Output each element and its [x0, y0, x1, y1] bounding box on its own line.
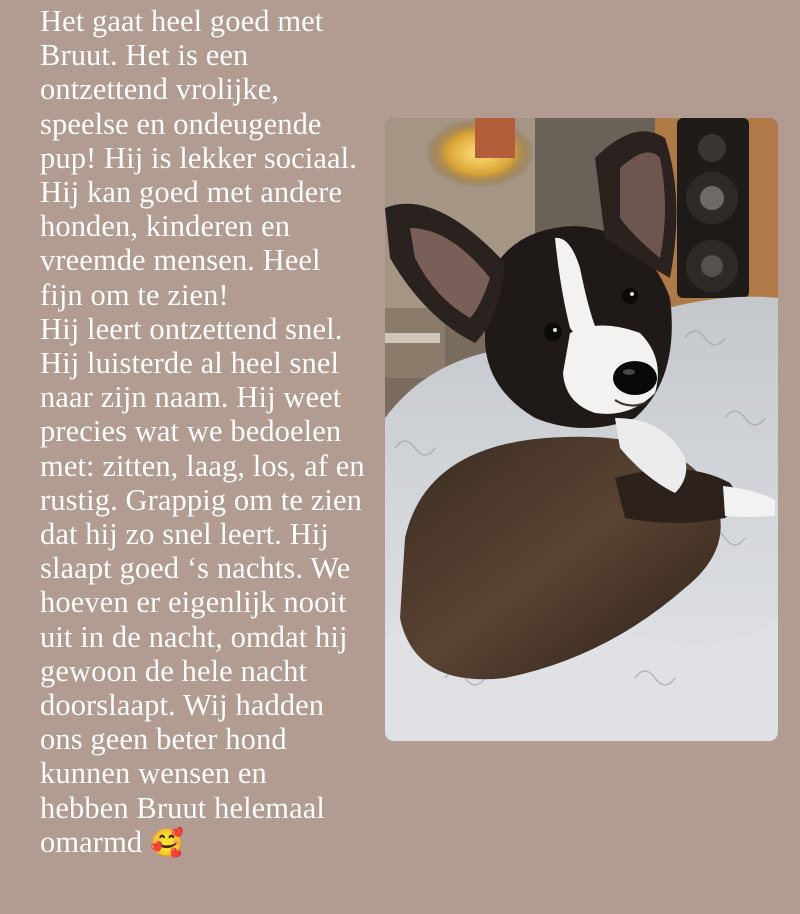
story-line-last [40, 825, 400, 860]
story-line: hoeven er eigenlijk nooit [40, 585, 347, 620]
story-line: Bruut. Het is een [40, 38, 249, 73]
story-line: doorslaapt. Wij hadden [40, 688, 325, 723]
story-line: met: zitten, laag, los, af en [40, 448, 365, 483]
story-line: Hij luisterde al heel snel [40, 346, 340, 381]
story-last-word: omarmd [40, 824, 143, 859]
story-line: naar zijn naam. Hij weet [40, 380, 342, 415]
story-line: kunnen wensen en [40, 756, 267, 791]
puppy-photo[interactable] [385, 118, 778, 741]
story-line: slaapt goed ‘s nachts. We [40, 551, 351, 586]
story-text [40, 4, 400, 860]
story-line: vreemde mensen. Heel [40, 243, 321, 278]
story-line: ons geen beter hond [40, 722, 287, 757]
story-line: hebben Bruut helemaal [40, 790, 325, 825]
story-line: speelse en ondeugende [40, 106, 322, 141]
story-line: Hij leert ontzettend snel. [40, 311, 343, 346]
story-line: dat hij zo snel leert. Hij [40, 517, 329, 552]
story-line: gewoon de hele nacht [40, 653, 308, 688]
smiling-face-with-hearts-icon: 🥰 [149, 827, 184, 858]
story-line: precies wat we bedoelen [40, 414, 342, 449]
story-line: honden, kinderen en [40, 209, 291, 244]
story-line: Hij kan goed met andere [40, 175, 343, 210]
story-line: ontzettend vrolijke, [40, 72, 280, 107]
story-line: rustig. Grappig om te zien [40, 482, 362, 517]
story-line: uit in de nacht, omdat hij [40, 619, 348, 654]
story-line: fijn om te zien! [40, 277, 229, 312]
story-line: Het gaat heel goed met [40, 4, 324, 38]
story-line: pup! Hij is lekker sociaal. [40, 140, 357, 175]
